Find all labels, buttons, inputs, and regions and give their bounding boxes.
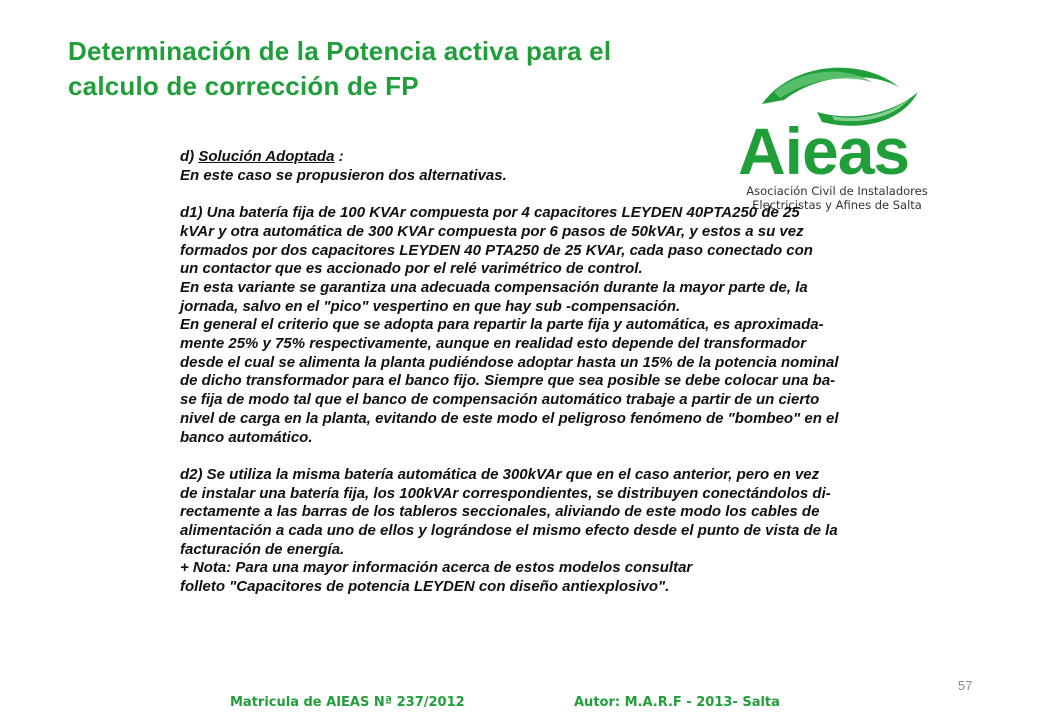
paragraph-gap: [180, 447, 940, 466]
d2-line: de instalar una batería fija, los 100kVAr correspondientes, se distribuyen conectándolos di-: [180, 484, 831, 502]
d1-line: kVAr y otra automática de 300 KVAr compuesta por 6 pasos de 50kVAr, y estos a su vez: [180, 222, 804, 240]
d1-line: En esta variante se garantiza una adecuada compensación durante la mayor parte de, la: [180, 278, 808, 296]
note-line: + Nota: Para una mayor información acerca de estos modelos consultar: [180, 559, 693, 577]
section-heading: [180, 148, 940, 167]
d1-line: se fija de modo tal que el banco de compensación automático trabaje a partir de un cierto: [180, 391, 820, 409]
d1-line: un contactor que es accionado por el relé varimétrico de control.: [180, 260, 643, 278]
d1-line: d1) Una batería fija de 100 KVAr compuesta por 4 capacitores LEYDEN 40PTA250 de 25: [180, 204, 800, 222]
note-line: folleto "Capacitores de potencia LEYDEN con diseño antiexplosivo".: [180, 578, 670, 596]
section-heading-suffix: :: [334, 148, 344, 165]
d1-line: desde el cual se alimenta la planta pudiéndose adoptar hasta un 15% de la potencia nominal: [180, 353, 839, 371]
logo-subtitle-line-1: Asociación Civil de Instaladores: [746, 184, 928, 198]
d2-line: rectamente a las barras de los tableros seccionales, aliviando de este modo los cables de: [180, 503, 820, 521]
d1-line: de dicho transformador para el banco fijo. Siempre que sea posible se debe colocar una ba-: [180, 372, 836, 390]
slide-title-line-1: Determinación de la Potencia activa para el: [68, 36, 612, 66]
slide-title: [68, 34, 748, 104]
d2-line: alimentación a cada uno de ellos y lográndose el mismo efecto desde el punto de vista de la: [180, 522, 838, 540]
intro-line: En este caso se propusieron dos alternativas.: [180, 166, 507, 184]
section-heading-label: d): [180, 148, 199, 165]
footer-registration: Matricula de AIEAS Nª 237/2012: [230, 695, 465, 710]
d1-line: nivel de carga en la planta, evitando de este modo el peligroso fenómeno de "bombeo" en el: [180, 409, 839, 427]
d1-line: mente 25% y 75% respectivamente, aunque en realidad esto depende del transformador: [180, 335, 807, 353]
d2-line: d2) Se utiliza la misma batería automática de 300kVAr que en el caso anterior, pero en vez: [180, 465, 820, 483]
d1-line: En general el criterio que se adopta para repartir la parte fija y automática, es aproximada-: [180, 316, 824, 334]
d1-line: formados por dos capacitores LEYDEN 40 PTA250 de 25 KVAr, cada paso conectado con: [180, 241, 813, 259]
d2-line: facturación de energía.: [180, 540, 345, 558]
footer-author: Autor: M.A.R.F - 2013- Salta: [574, 695, 780, 710]
d1-line: jornada, salvo en el "pico" vespertino en que hay sub -compensación.: [180, 297, 681, 315]
slide-title-line-2: calculo de corrección de FP: [68, 71, 419, 101]
page-number: 57: [958, 678, 973, 693]
logo-wordmark: Aieas: [738, 114, 910, 188]
section-heading-underlined: Solución Adoptada: [198, 148, 335, 165]
paragraph-gap: [180, 185, 940, 204]
document-excerpt: [180, 148, 940, 597]
d1-line: banco automático.: [180, 428, 313, 446]
logo-subtitle-line-2: Electricistas y Afines de Salta: [752, 198, 922, 212]
